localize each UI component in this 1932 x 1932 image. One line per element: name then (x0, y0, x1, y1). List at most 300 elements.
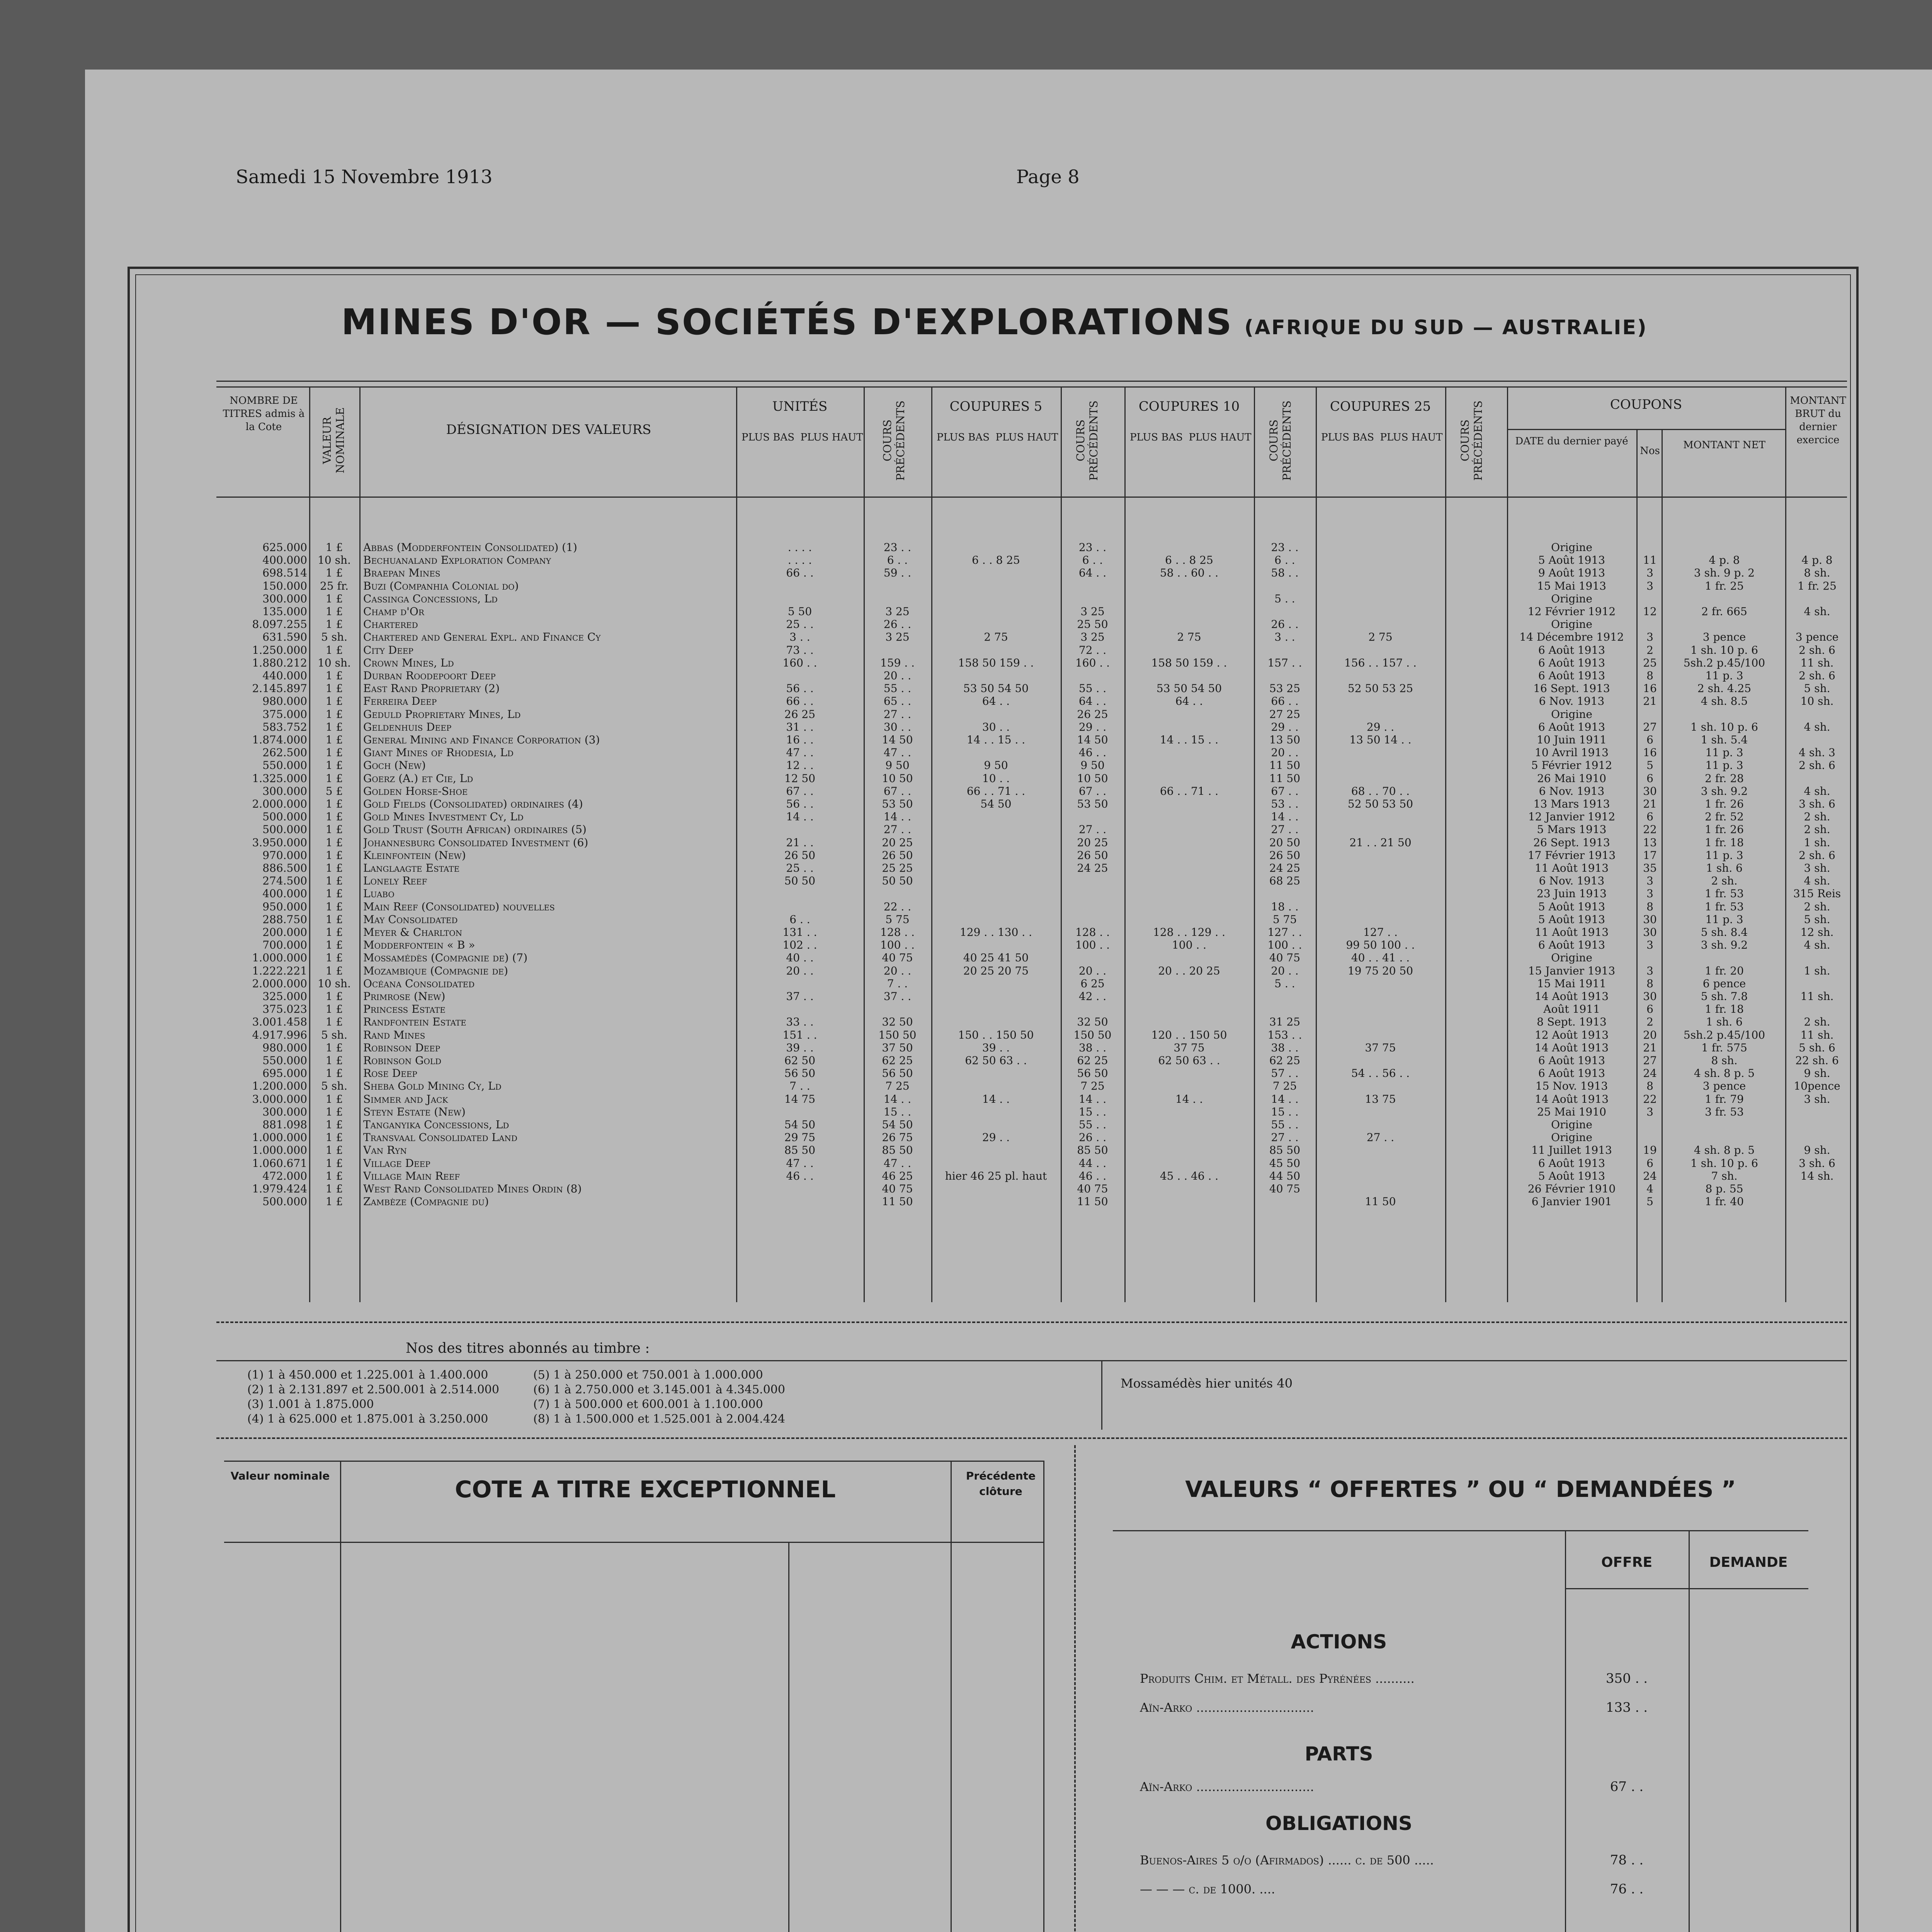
cell-c25: 13 75 (1365, 1093, 1396, 1105)
cell-cp3: 15 . . (1271, 1105, 1299, 1118)
cell-v: 10 sh. (318, 977, 351, 990)
cell-d: Main Reef (Consolidated) nouvelles (363, 900, 555, 913)
cell-date: 15 Janvier 1913 (1528, 964, 1616, 977)
cell-n: 1.000.000 (252, 1144, 307, 1156)
cell-cp: 26 75 (882, 1131, 913, 1144)
cell-n: 2.145.897 (252, 682, 307, 695)
cell-d: Océana Consolidated (363, 977, 475, 990)
actions-head: ACTIONS (1291, 1631, 1387, 1653)
exc-line (224, 1542, 1043, 1543)
cell-date: Origine (1551, 708, 1592, 721)
table-row (0, 759, 1932, 772)
cell-u: 12 50 (784, 772, 816, 785)
cell-v: 1 £ (325, 862, 343, 874)
cell-u: 160 . . (782, 656, 817, 669)
cell-cp3: 3 . . (1274, 631, 1295, 643)
cell-c10: 66 . . 71 . . (1160, 785, 1219, 798)
cell-brut: 2 sh. (1804, 900, 1830, 913)
cell-brut: 11 sh. (1800, 1029, 1834, 1041)
table-row (0, 874, 1932, 887)
table-row (0, 810, 1932, 823)
cell-n: 4.917.996 (252, 1029, 307, 1041)
cell-net: 3 pence (1702, 1080, 1746, 1092)
cell-cp: 22 . . (883, 900, 912, 913)
cell-cp3: 58 . . (1271, 566, 1299, 579)
cell-v: 1 £ (325, 900, 343, 913)
col-cours-prec: COURS PRÉCÉDENTS (881, 400, 907, 481)
col-plus-haut: PLUS HAUT (800, 432, 863, 443)
cell-d: Langlaagte Estate (363, 862, 460, 874)
cell-cp3: 100 . . (1267, 939, 1302, 951)
cell-no: 30 (1643, 990, 1657, 1003)
cell-d: East Rand Proprietary (2) (363, 682, 500, 695)
cell-cp3: 5 . . (1274, 977, 1295, 990)
cell-d: Meyer & Charlton (363, 926, 463, 939)
cell-c5: 150 . . 150 50 (958, 1029, 1034, 1041)
table-row (0, 721, 1932, 733)
cell-net: 2 fr. 665 (1701, 605, 1747, 618)
cell-cp3: 55 . . (1271, 1118, 1299, 1131)
cell-net: 3 sh. 9.2 (1701, 939, 1748, 951)
cell-date: 14 Août 1913 (1534, 990, 1609, 1003)
cell-cp3: 127 . . (1267, 926, 1302, 939)
cell-n: 375.023 (262, 1003, 307, 1015)
cell-c10: 100 . . (1172, 939, 1207, 951)
cell-date: 6 Août 1913 (1538, 1067, 1605, 1080)
cell-n: 3.950.000 (252, 836, 307, 849)
cell-v: 5 sh. (321, 631, 348, 643)
cell-no: 8 (1646, 1080, 1653, 1092)
cell-v: 1 £ (325, 836, 343, 849)
table-top-line-2 (216, 386, 1847, 388)
cell-net: 1 fr. 26 (1705, 823, 1744, 836)
col-montant-brut: MONTANT BRUT du dernier exercice (1790, 395, 1846, 446)
cell-u: 66 . . (786, 695, 814, 707)
cell-cp: 150 50 (878, 1029, 917, 1041)
cell-date: 9 Août 1913 (1538, 566, 1605, 579)
cell-date: 26 Mai 1910 (1537, 772, 1606, 785)
cell-v: 1 £ (325, 1195, 343, 1208)
cell-n: 1.880.212 (252, 656, 307, 669)
cell-c5: 40 25 41 50 (963, 951, 1029, 964)
cell-n: 135.000 (262, 605, 307, 618)
cell-cp3: 5 . . (1274, 592, 1295, 605)
cell-cp3: 38 . . (1271, 1041, 1299, 1054)
col-unites: UNITÉS (772, 399, 828, 414)
table-row (0, 926, 1932, 939)
cell-cp2: 64 . . (1078, 695, 1107, 707)
cell-cp2: 46 . . (1078, 746, 1107, 759)
cell-net: 8 sh. (1711, 1054, 1738, 1067)
cell-d: Kleinfontein (New) (363, 849, 466, 862)
offertes-title: VALEURS “ OFFERTES ” OU “ DEMANDÉES ” (1185, 1476, 1736, 1502)
cell-c5: 20 25 20 75 (963, 964, 1029, 977)
cell-no: 22 (1643, 823, 1657, 836)
cell-c25: 21 . . 21 50 (1349, 836, 1412, 849)
cell-brut: 2 sh. 6 (1799, 644, 1835, 656)
cell-c10: 58 . . 60 . . (1160, 566, 1219, 579)
cell-u: 66 . . (786, 566, 814, 579)
cell-brut: 2 sh. (1804, 810, 1830, 823)
cell-d: Giant Mines of Rhodesia, Ld (363, 746, 514, 759)
cell-cp3: 11 50 (1269, 772, 1301, 785)
cell-no: 6 (1646, 1003, 1653, 1015)
cell-cp3: 24 25 (1269, 862, 1301, 874)
cell-v: 1 £ (325, 939, 343, 951)
cell-cp: 85 50 (882, 1144, 913, 1156)
col-valeur: VALEUR NOMINALE (321, 407, 347, 474)
col-plus-haut: PLUS HAUT (1380, 432, 1443, 443)
cell-cp: 14 . . (883, 1093, 912, 1105)
exc-title: COTE A TITRE EXCEPTIONNEL (455, 1476, 836, 1503)
cell-v: 1 £ (325, 1131, 343, 1144)
col-cours-prec: COURS PRÉCÉDENTS (1459, 400, 1485, 481)
cell-u: 21 . . (786, 836, 814, 849)
cell-d: Steyn Estate (New) (363, 1105, 466, 1118)
cell-cp: 23 . . (883, 541, 912, 554)
cell-d: May Consolidated (363, 913, 458, 926)
cell-cp: 46 25 (882, 1170, 913, 1182)
abonnes-sep (1101, 1360, 1102, 1430)
cell-no: 35 (1643, 862, 1657, 874)
cell-cp2: 6 . . (1082, 554, 1103, 566)
table-row (0, 1003, 1932, 1015)
cell-d: Gold Trust (South African) ordinaires (5) (363, 823, 587, 836)
cell-cp: 10 50 (882, 772, 913, 785)
cell-u: 56 . . (786, 798, 814, 810)
cell-c10: 53 50 54 50 (1156, 682, 1222, 695)
cell-net: 1 fr. 79 (1705, 1093, 1744, 1105)
cell-c25: 68 . . 70 . . (1351, 785, 1410, 798)
cell-cp3: 23 . . (1271, 541, 1299, 554)
cell-n: 980.000 (262, 1041, 307, 1054)
cell-brut: 22 sh. 6 (1795, 1054, 1839, 1067)
cell-cp: 20 . . (883, 669, 912, 682)
table-row (0, 1015, 1932, 1028)
cell-u: 26 25 (784, 708, 816, 721)
cell-brut: 2 sh. (1804, 823, 1830, 836)
cell-brut: 2 sh. 6 (1799, 669, 1835, 682)
cell-d: Rand Mines (363, 1029, 425, 1041)
table-row (0, 695, 1932, 707)
cell-u: 3 . . (789, 631, 810, 643)
title-main: MINES D'OR — SOCIÉTÉS D'EXPLORATIONS (341, 301, 1233, 343)
cell-no: 24 (1643, 1067, 1657, 1080)
cell-n: 300.000 (262, 1105, 307, 1118)
cell-c5: 66 . . 71 . . (966, 785, 1026, 798)
cell-u: 85 50 (784, 1144, 816, 1156)
cell-u: 102 . . (782, 939, 817, 951)
cell-d: Johannesburg Consolidated Investment (6) (363, 836, 588, 849)
cell-n: 200.000 (262, 926, 307, 939)
cell-date: 26 Sept. 1913 (1533, 836, 1610, 849)
cell-cp2: 26 . . (1078, 1131, 1107, 1144)
cell-cp2: 72 . . (1078, 644, 1107, 656)
cell-no: 11 (1643, 554, 1657, 566)
cell-net: 11 p. 3 (1705, 913, 1743, 926)
cell-date: 8 Sept. 1913 (1537, 1015, 1607, 1028)
offer-value: 133 . . (1605, 1700, 1648, 1715)
cell-date: 15 Mai 1913 (1537, 580, 1606, 592)
offer-label: Produits Chim. et Métall. des Pyrénées .......... (1140, 1671, 1415, 1686)
cell-brut: 9 sh. (1804, 1144, 1830, 1156)
cell-net: 1 fr. 53 (1705, 887, 1744, 900)
cell-u: 54 50 (784, 1118, 816, 1131)
cell-u: 14 . . (786, 810, 814, 823)
cell-cp2: 40 75 (1077, 1182, 1108, 1195)
cell-net: 1 fr. 20 (1705, 964, 1744, 977)
table-row (0, 1054, 1932, 1067)
cell-no: 30 (1643, 926, 1657, 939)
cell-u: 40 . . (786, 951, 814, 964)
cell-no: 16 (1643, 746, 1657, 759)
cell-c25: 29 . . (1366, 721, 1395, 733)
cell-v: 1 £ (325, 746, 343, 759)
cell-v: 1 £ (325, 810, 343, 823)
cell-c25: 40 . . 41 . . (1351, 951, 1410, 964)
cell-cp3: 14 . . (1271, 1093, 1299, 1105)
cell-u: 20 . . (786, 964, 814, 977)
cell-cp: 159 . . (880, 656, 915, 669)
cell-u: 29 75 (784, 1131, 816, 1144)
table-row (0, 644, 1932, 656)
cell-date: 6 Août 1913 (1538, 939, 1605, 951)
cell-date: 10 Juin 1911 (1537, 733, 1607, 746)
cell-no: 27 (1643, 721, 1657, 733)
cell-date: 6 Août 1913 (1538, 721, 1605, 733)
cell-v: 1 £ (325, 644, 343, 656)
cell-date: 5 Août 1913 (1538, 554, 1605, 566)
cell-cp: 11 50 (882, 1195, 913, 1208)
cell-net: 1 sh. 6 (1706, 862, 1743, 874)
abonnes-item: (8) 1 à 1.500.000 et 1.525.001 à 2.004.424 (533, 1412, 785, 1426)
cell-v: 1 £ (325, 849, 343, 862)
cell-cp: 25 25 (882, 862, 913, 874)
col-date-dernier: DATE du dernier payé (1515, 435, 1628, 447)
cell-c5: 29 . . (982, 1131, 1010, 1144)
abonnes-title: Nos des titres abonnés au timbre : (406, 1340, 650, 1356)
cell-cp3: 57 . . (1271, 1067, 1299, 1080)
cell-cp2: 20 25 (1077, 836, 1108, 849)
cell-net: 5 sh. 7.8 (1701, 990, 1748, 1003)
cell-v: 1 £ (325, 618, 343, 631)
cell-net: 3 sh. 9.2 (1701, 785, 1748, 798)
cell-no: 30 (1643, 785, 1657, 798)
cell-no: 6 (1646, 733, 1653, 746)
cell-n: 2.000.000 (252, 798, 307, 810)
cell-cp3: 62 25 (1269, 1054, 1301, 1067)
vertical-divider (1074, 1445, 1076, 1932)
cell-no: 22 (1643, 1093, 1657, 1105)
obligations-head: OBLIGATIONS (1265, 1812, 1412, 1835)
cell-d: Robinson Deep (363, 1041, 440, 1054)
cell-no: 12 (1643, 605, 1657, 618)
offertes-sep (1689, 1530, 1690, 1932)
cell-cp: 40 75 (882, 951, 913, 964)
cell-v: 1 £ (325, 1105, 343, 1118)
cell-c5: 53 50 54 50 (963, 682, 1029, 695)
cell-cp3: 85 50 (1269, 1144, 1301, 1156)
cell-u: 5 50 (787, 605, 812, 618)
cell-cp2: 62 25 (1077, 1054, 1108, 1067)
cell-cp3: 27 . . (1271, 1131, 1299, 1144)
cell-c5: 54 50 (980, 798, 1012, 810)
cell-c25: 52 50 53 50 (1347, 798, 1413, 810)
cell-brut: 4 sh. (1804, 874, 1830, 887)
cell-brut: 4 sh. (1804, 605, 1830, 618)
cell-c25: 54 . . 56 . . (1351, 1067, 1410, 1080)
cell-cp3: 68 25 (1269, 874, 1301, 887)
cell-cp3: 31 25 (1269, 1015, 1301, 1028)
cell-v: 1 £ (325, 990, 343, 1003)
cell-cp2: 67 . . (1078, 785, 1107, 798)
cell-net: 7 sh. (1711, 1170, 1738, 1182)
cell-v: 1 £ (325, 733, 343, 746)
exc-sep (788, 1542, 789, 1932)
offer-label: Buenos-Aires 5 o/o (Afirmados) ...... c. de 500 ..... (1140, 1853, 1434, 1867)
cell-n: 980.000 (262, 695, 307, 707)
cell-cp: 40 75 (882, 1182, 913, 1195)
cell-net: 1 fr. 26 (1705, 798, 1744, 810)
cell-cp2: 23 . . (1078, 541, 1107, 554)
cell-cp3: 45 50 (1269, 1157, 1301, 1170)
cell-no: 20 (1643, 1029, 1657, 1041)
cell-cp3: 26 50 (1269, 849, 1301, 862)
cell-c5: 14 . . 15 . . (966, 733, 1026, 746)
cell-cp: 7 25 (885, 1080, 910, 1092)
col-plus-bas: PLUS BAS (1129, 432, 1183, 443)
table-row (0, 566, 1932, 579)
cell-cp2: 20 . . (1078, 964, 1107, 977)
cell-c10: 37 75 (1173, 1041, 1205, 1054)
cell-d: Chartered and General Expl. and Finance Cy (363, 631, 601, 643)
cell-c5: 10 . . (982, 772, 1010, 785)
cell-date: Origine (1551, 1118, 1592, 1131)
cell-cp3: 20 50 (1269, 836, 1301, 849)
cell-d: Gold Fields (Consolidated) ordinaires (4) (363, 798, 583, 810)
cell-cp2: 55 . . (1078, 1118, 1107, 1131)
cell-u: 31 . . (786, 721, 814, 733)
cell-cp: 65 . . (883, 695, 912, 707)
cell-cp3: 157 . . (1267, 656, 1302, 669)
cell-n: 400.000 (262, 554, 307, 566)
cell-no: 3 (1646, 887, 1653, 900)
cell-cp: 37 . . (883, 990, 912, 1003)
offre-head: OFFRE (1601, 1554, 1653, 1570)
cell-n: 1.979.424 (252, 1182, 307, 1195)
cell-cp3: 29 . . (1271, 721, 1299, 733)
col-montant-net: MONTANT NET (1683, 439, 1765, 451)
cell-no: 3 (1646, 580, 1653, 592)
cell-d: Transvaal Consolidated Land (363, 1131, 517, 1144)
table-row (0, 1157, 1932, 1170)
cell-v: 1 £ (325, 682, 343, 695)
cell-v: 1 £ (325, 874, 343, 887)
cell-no: 4 (1646, 1182, 1653, 1195)
cell-cp: 47 . . (883, 1157, 912, 1170)
cell-cp: 100 . . (880, 939, 915, 951)
cell-u: 151 . . (782, 1029, 817, 1041)
cell-net: 6 pence (1702, 977, 1746, 990)
cell-v: 1 £ (325, 1144, 343, 1156)
table-row (0, 913, 1932, 926)
offertes-line (1565, 1588, 1808, 1589)
cell-no: 2 (1646, 644, 1653, 656)
cell-net: 1 fr. 18 (1705, 1003, 1744, 1015)
cell-net: 4 sh. 8 p. 5 (1694, 1144, 1755, 1156)
cell-cp2: 26 25 (1077, 708, 1108, 721)
cell-c25: 2 75 (1368, 631, 1393, 643)
cell-cp: 62 25 (882, 1054, 913, 1067)
cell-n: 300.000 (262, 785, 307, 798)
cell-v: 1 £ (325, 541, 343, 554)
cell-brut: 10pence (1794, 1080, 1840, 1092)
offer-value: 67 . . (1610, 1779, 1644, 1794)
cell-net: 4 p. 8 (1709, 554, 1740, 566)
cell-n: 950.000 (262, 900, 307, 913)
cell-d: Mossamédès (Compagnie de) (7) (363, 951, 528, 964)
cell-u: 12 . . (786, 759, 814, 772)
cell-n: 472.000 (262, 1170, 307, 1182)
cell-d: Mozambique (Compagnie de) (363, 964, 508, 977)
cell-c25: 27 . . (1366, 1131, 1395, 1144)
cell-cp3: 27 . . (1271, 823, 1299, 836)
abonnes-item: (2) 1 à 2.131.897 et 2.500.001 à 2.514.000 (247, 1383, 499, 1396)
table-row (0, 1144, 1932, 1156)
cell-cp3: 13 50 (1269, 733, 1301, 746)
cell-cp: 32 50 (882, 1015, 913, 1028)
cell-v: 1 £ (325, 887, 343, 900)
abonnes-col-2 (533, 1368, 785, 1427)
abonnes-item: (3) 1.001 à 1.875.000 (247, 1398, 374, 1411)
cell-no: 3 (1646, 631, 1653, 643)
col-cours-prec: COURS PRÉCÉDENTS (1267, 400, 1293, 481)
cell-brut: 3 sh. 6 (1799, 1157, 1835, 1170)
cell-d: Gold Mines Investment Cy, Ld (363, 810, 524, 823)
table-row (0, 618, 1932, 631)
table-row (0, 887, 1932, 900)
abonnes-item: (1) 1 à 450.000 et 1.225.001 à 1.400.000 (247, 1368, 488, 1382)
cell-d: City Deep (363, 644, 413, 656)
cell-v: 1 £ (325, 823, 343, 836)
cell-no: 21 (1643, 1041, 1657, 1054)
cell-u: 25 . . (786, 618, 814, 631)
cell-c10: 64 . . (1175, 695, 1203, 707)
table-row (0, 656, 1932, 669)
cell-date: 14 Août 1913 (1534, 1041, 1609, 1054)
cell-d: Van Ryn (363, 1144, 407, 1156)
table-row (0, 772, 1932, 785)
table-row (0, 1080, 1932, 1092)
cell-v: 1 £ (325, 1118, 343, 1131)
cell-cp2: 32 50 (1077, 1015, 1108, 1028)
table-header-bottom (216, 497, 1847, 498)
table-row (0, 964, 1932, 977)
cell-n: 3.000.000 (252, 1093, 307, 1105)
cell-cp: 9 50 (885, 759, 910, 772)
cell-date: 13 Mars 1913 (1533, 798, 1610, 810)
cell-d: Rose Deep (363, 1067, 417, 1080)
cell-c25: 11 50 (1365, 1195, 1396, 1208)
offer-value: 350 . . (1605, 1671, 1648, 1686)
cell-cp3: 11 50 (1269, 759, 1301, 772)
cell-u: 62 50 (784, 1054, 816, 1067)
cell-cp: 20 25 (882, 836, 913, 849)
offer-value: 78 . . (1610, 1852, 1644, 1868)
cell-net: 1 sh. 6 (1706, 1015, 1743, 1028)
cell-d: Chartered (363, 618, 418, 631)
cell-d: Luabo (363, 887, 395, 900)
